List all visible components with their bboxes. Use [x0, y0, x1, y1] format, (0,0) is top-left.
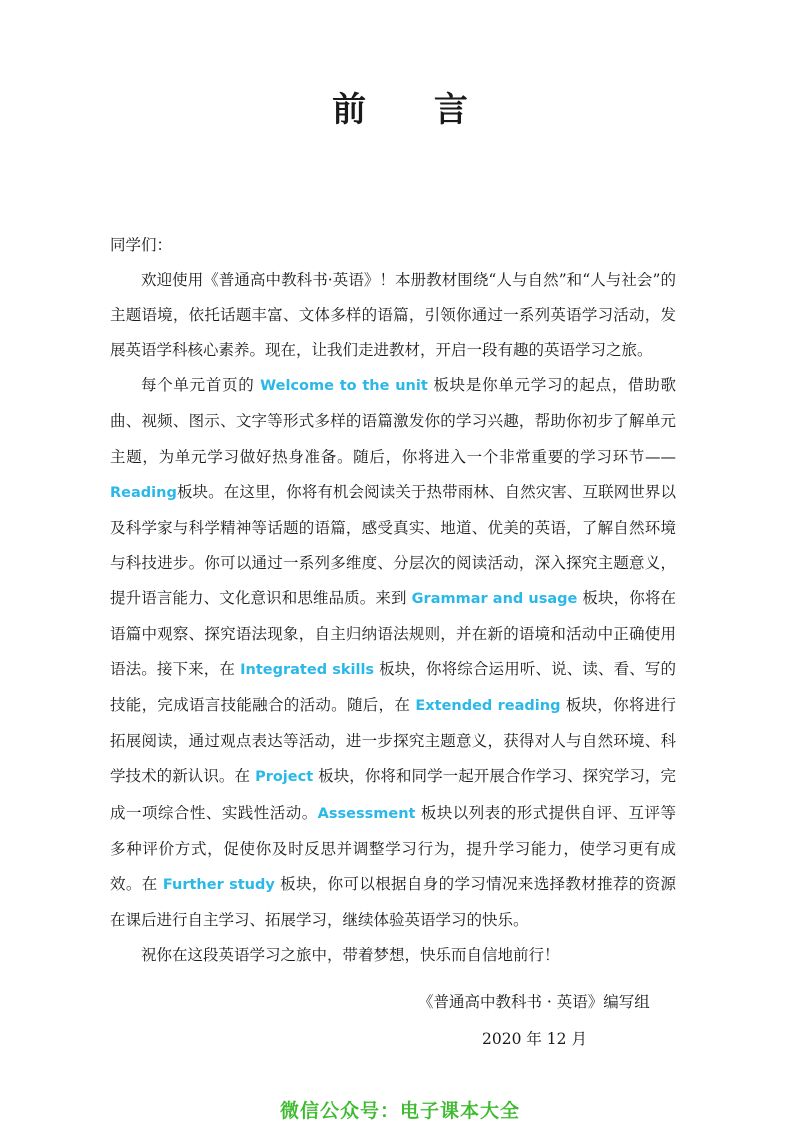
- keyword-welcome-to-the-unit: Welcome to the unit: [260, 378, 428, 395]
- keyword-reading: Reading: [110, 484, 177, 501]
- paragraph-sections: 每个单元首页的 Welcome to the unit 板块是你单元学习的起点，借助歌曲、视频、图示、文字等形式多样的语篇激发你的学习兴趣，帮助你初步了解单元主题，为单元学习做好热身准备。随后，你将进入一个非常重要的学习环节——Reading板块。在这里，你将有机会阅读关于热带雨林、自然灾害、互联网世界以及科学家与科学精神等话题的语篇，感受真实、地道、优美的英语，了解自然环境与科技进步。你可以通过一系列多维度、分层次的阅读活动，深入探究主题意义，提升语言能力、文化意识和思维品质。来到 Grammar and usage 板块，你将在语篇中观察、探究语法现象，自主归纳语法规则，并在新的语境和活动中正确使用语法。接下来，在 Integrated skills 板块，你将综合运用听、说、读、看、写的技能，完成语言技能融合的活动。随后，在 Extended reading 板块，你将进行拓展阅读，通过观点表达等活动，进一步探究主题意义，获得对人与自然环境、科学技术的新认识。在 Project 板块，你将和同学一起开展合作学习、探究学习，完成一项综合性、实践性活动。Assessment 板块以列表的形式提供自评、互评等多种评价方式，促使你及时反思并调整学习行为，提升学习能力，使学习更有成效。在 Further study 板块，你可以根据自身的学习情况来选择教材推荐的资源在课后进行自主学习、拓展学习，继续体验英语学习的快乐。: [110, 376, 677, 929]
- preface-body: [110, 228, 676, 973]
- greeting: 同学们：: [110, 236, 173, 254]
- keyword-project: Project: [255, 769, 314, 786]
- keyword-further-study: Further study: [162, 876, 275, 893]
- keyword-integrated-skills: Integrated skills: [240, 662, 375, 679]
- keyword-extended-reading: Extended reading: [415, 698, 561, 715]
- page-title: 前 言: [332, 90, 496, 130]
- keyword-assessment: Assessment: [317, 805, 416, 822]
- signature: 《普通高中教科书 · 英语》编写组: [418, 993, 650, 1011]
- watermark-text: 微信公众号：电子课本大全: [279, 1100, 520, 1122]
- paragraph-intro: 欢迎使用《普通高中教科书·英语》！本册教材围绕“人与自然”和“人与社会”的主题语境，依托话题丰富、文体多样的语篇，引领你通过一系列英语学习活动，发展英语学科核心素养。现在，让我们走进教材，开启一段有趣的英语学习之旅。: [110, 271, 676, 360]
- keyword-grammar-and-usage: Grammar and usage: [411, 590, 578, 607]
- date: 2020 年 12 月: [482, 1030, 587, 1048]
- paragraph-closing: 祝你在这段英语学习之旅中，带着梦想，快乐而自信地前行！: [141, 945, 560, 964]
